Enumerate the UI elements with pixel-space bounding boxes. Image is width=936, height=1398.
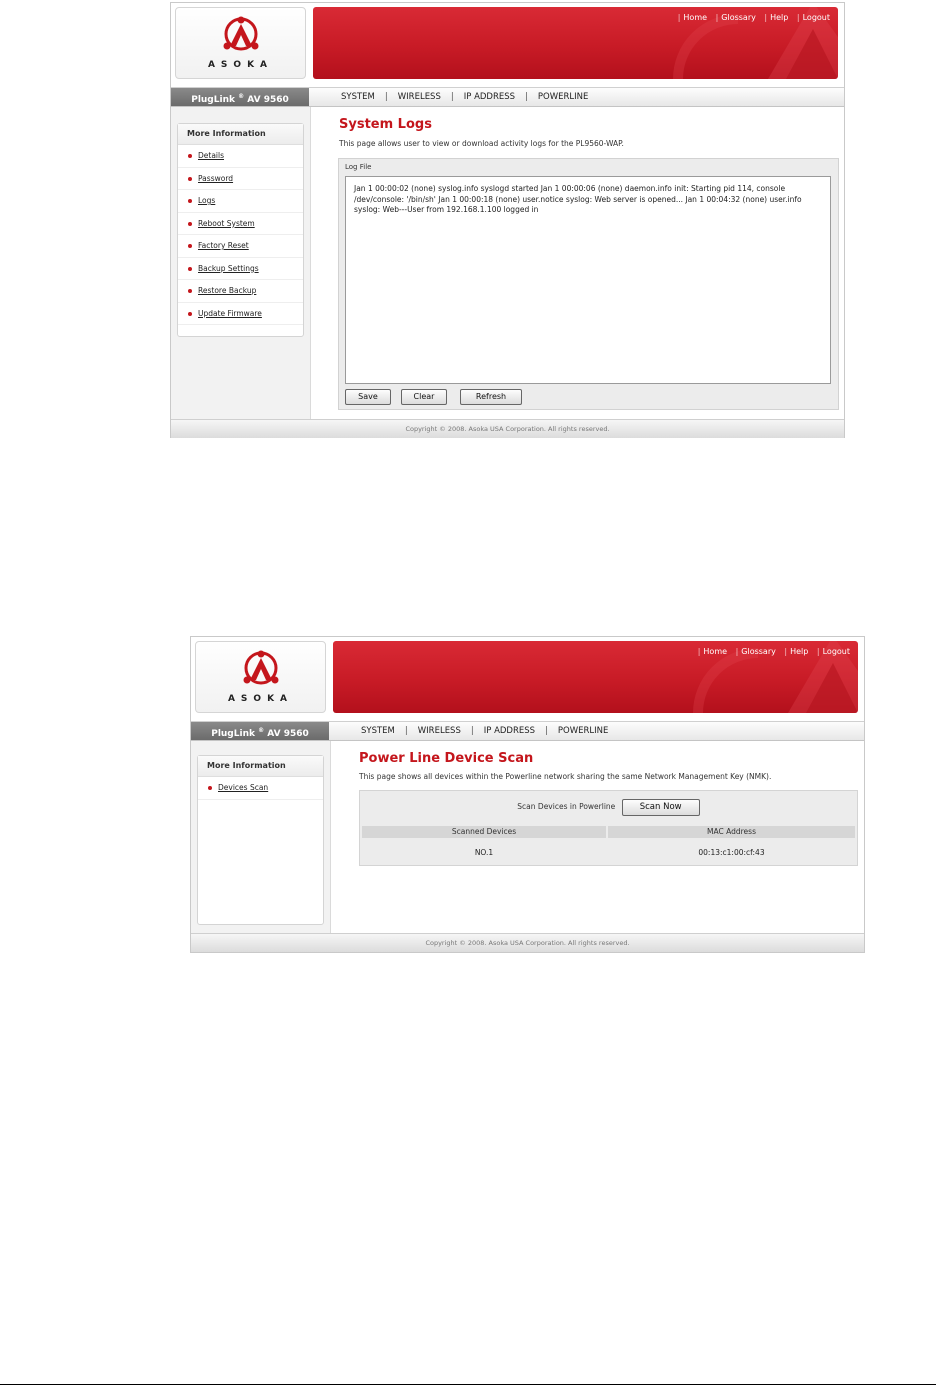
bullet-icon xyxy=(188,222,192,226)
page-description: This page shows all devices within the Powerline network sharing the same Network Management Key (NMK). xyxy=(359,772,772,781)
sidebar-item-logs[interactable] xyxy=(178,190,303,213)
sidebar-item-details[interactable] xyxy=(178,145,303,168)
sidebar-item-password[interactable] xyxy=(178,168,303,191)
clear-button[interactable]: Clear xyxy=(401,389,447,405)
bullet-icon xyxy=(188,244,192,248)
model-number: AV 9560 xyxy=(247,95,289,105)
bullet-icon xyxy=(188,289,192,293)
model-reg-mark: ® xyxy=(258,727,265,734)
page-title: System Logs xyxy=(339,117,432,132)
log-file-panel xyxy=(338,158,839,410)
sidebar-item-label: Reboot System xyxy=(198,218,255,228)
sidebar-item-label: Update Firmware xyxy=(198,308,262,318)
menu-system[interactable]: SYSTEM xyxy=(341,92,375,102)
asoka-logo[interactable] xyxy=(175,7,306,79)
footer: Copyright © 2008. Asoka USA Corporation. All rights reserved. xyxy=(191,933,864,952)
asoka-logo-icon xyxy=(242,650,280,686)
mac-address-cell: 00:13:c1:00:cf:43 xyxy=(698,848,765,857)
menu-wireless[interactable]: WIRELESS xyxy=(397,92,441,102)
model-number: AV 9560 xyxy=(267,729,309,739)
save-button[interactable]: Save xyxy=(345,389,391,405)
header-banner xyxy=(333,641,858,713)
sidebar-item-label: Backup Settings xyxy=(198,263,259,273)
sidebar-title: More Information xyxy=(198,756,323,777)
bullet-icon xyxy=(188,154,192,158)
scan-row xyxy=(360,797,857,817)
sidebar-item-factory-reset[interactable] xyxy=(178,235,303,258)
bullet-icon xyxy=(188,177,192,181)
menu-ip-address[interactable]: IP ADDRESS xyxy=(463,92,516,102)
main-navbar xyxy=(191,721,864,741)
logout-link[interactable]: Logout xyxy=(802,13,830,22)
table-row xyxy=(362,844,855,862)
menu-system[interactable]: SYSTEM xyxy=(361,726,395,736)
more-info-box xyxy=(197,755,324,925)
table-header xyxy=(362,826,855,838)
sidebar-item-restore-backup[interactable] xyxy=(178,280,303,303)
sidebar-item-label: Logs xyxy=(198,196,216,205)
page-title: Power Line Device Scan xyxy=(359,751,534,766)
header-banner xyxy=(313,7,838,79)
system-logs-screenshot xyxy=(170,2,845,438)
brand-text: ASOKA xyxy=(207,60,274,70)
brand-text: ASOKA xyxy=(227,694,294,704)
glossary-link[interactable]: Glossary xyxy=(741,647,776,656)
column-header-scanned-devices: Scanned Devices xyxy=(362,826,606,838)
help-link[interactable]: Help xyxy=(770,13,789,22)
model-reg-mark: ® xyxy=(238,93,245,100)
menu-powerline[interactable]: POWERLINE xyxy=(557,726,609,736)
bullet-icon xyxy=(188,312,192,316)
main-menu: SYSTEM | WIRELESS | IP ADDRESS | POWERLINE xyxy=(331,88,598,106)
sidebar-item-label: Restore Backup xyxy=(198,286,257,295)
page-bottom-rule xyxy=(0,1384,936,1385)
home-link[interactable]: Home xyxy=(683,13,708,22)
sidebar-item-devices-scan[interactable] xyxy=(198,777,323,800)
main-menu: SYSTEM | WIRELESS | IP ADDRESS | POWERLINE xyxy=(351,722,618,740)
help-link[interactable]: Help xyxy=(790,647,809,656)
refresh-button[interactable]: Refresh xyxy=(460,389,522,405)
footer: Copyright © 2008. Asoka USA Corporation. All rights reserved. xyxy=(171,419,844,438)
home-link[interactable]: Home xyxy=(703,647,728,656)
sidebar-item-label: Factory Reset xyxy=(198,241,249,250)
sidebar xyxy=(191,741,331,933)
column-header-mac-address: MAC Address xyxy=(608,826,855,838)
sidebar-item-reboot-system[interactable] xyxy=(178,213,303,236)
top-links: | Home | Glossary | Help | Logout xyxy=(677,13,830,22)
model-label xyxy=(171,88,309,106)
model-label xyxy=(191,722,329,740)
bullet-icon xyxy=(188,267,192,271)
model-name: PlugLink xyxy=(191,95,235,105)
log-textarea[interactable]: Jan 1 00:00:02 (none) syslog.info syslogd started Jan 1 00:00:06 (none) daemon.info init: Starting pid 114, console /dev/console: '/bin/sh' Jan 1 00:00:18 (none) user.notice syslog: Web server is opened... Jan 1 00:04:32 (none) user.info syslog: Web---User from 192.168.1.100 logged in xyxy=(345,176,831,384)
sidebar-item-label: Password xyxy=(198,173,234,183)
asoka-logo[interactable] xyxy=(195,641,326,713)
top-links: | Home | Glossary | Help | Logout xyxy=(697,647,850,656)
sidebar-item-update-firmware[interactable] xyxy=(178,303,303,326)
sidebar xyxy=(171,107,311,419)
device-scan-panel xyxy=(359,790,858,866)
bullet-icon xyxy=(208,786,212,790)
scan-label: Scan Devices in Powerline xyxy=(517,802,616,811)
sidebar-title: More Information xyxy=(178,124,303,145)
log-file-label: Log File xyxy=(345,163,372,171)
menu-ip-address[interactable]: IP ADDRESS xyxy=(483,726,536,736)
bullet-icon xyxy=(188,199,192,203)
more-info-box xyxy=(177,123,304,337)
glossary-link[interactable]: Glossary xyxy=(721,13,756,22)
asoka-logo-icon xyxy=(222,16,260,52)
menu-wireless[interactable]: WIRELESS xyxy=(417,726,461,736)
scan-now-button[interactable]: Scan Now xyxy=(622,799,700,816)
model-name: PlugLink xyxy=(211,729,255,739)
sidebar-item-label: Details xyxy=(198,151,225,160)
logout-link[interactable]: Logout xyxy=(822,647,850,656)
sidebar-item-backup-settings[interactable] xyxy=(178,258,303,281)
page-description: This page allows user to view or download activity logs for the PL9560-WAP. xyxy=(339,139,624,148)
device-name-cell: NO.1 xyxy=(474,848,494,857)
device-scan-screenshot xyxy=(190,636,865,953)
main-navbar xyxy=(171,87,844,107)
sidebar-item-label: Devices Scan xyxy=(218,783,269,792)
menu-powerline[interactable]: POWERLINE xyxy=(537,92,589,102)
